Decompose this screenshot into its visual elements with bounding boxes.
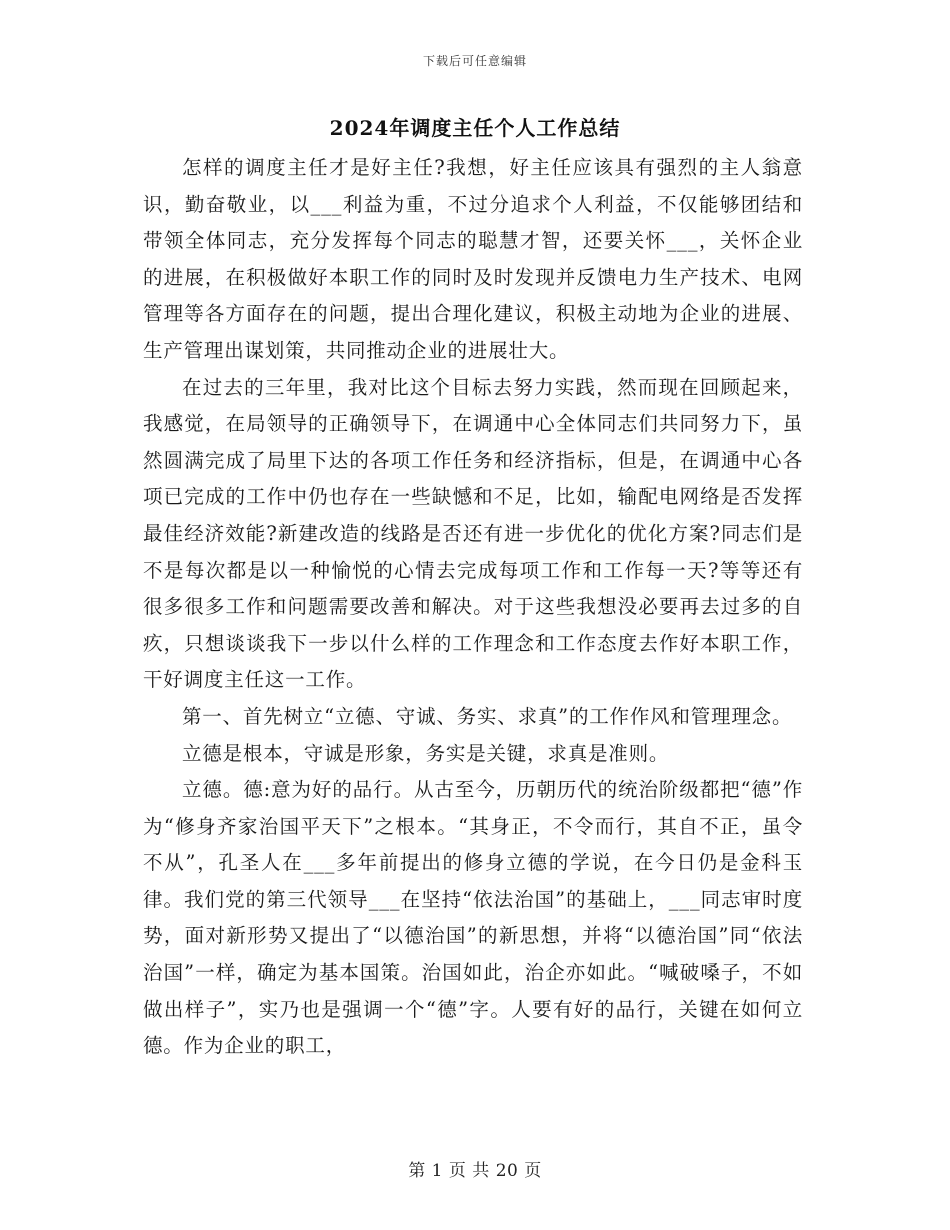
page-number: 第 1 页 共 20 页 — [408, 1161, 542, 1181]
paragraph-3: 第一、首先树立“立德、守诚、务实、求真”的工作作风和管理理念。 — [182, 704, 793, 728]
paragraph-2: 在过去的三年里，我对比这个目标去努力实践，然而现在回顾起来，我感觉，在局领导的正确领导下，在调通中心全体同志们共同努力下，虽然圆满完成了局里下达的各项工作任务和经济指标，但是，在调通中心各项已完成的工作中仍也存在一些缺憾和不足，比如，输配电网络是否发挥最佳经济效能?新建改造的线路是否还有进一步优化的优化方案?同志们是不是每次都是以一种愉悦的心情去完成每项工作和工作每一天?等等还有很多很多工作和问题需要改善和解决。对于这些我想没必要再去过多的自疚，只想谈谈我下一步以什么样的工作理念和工作态度去作好本职工作，干好调度主任这一工作。 — [143, 375, 803, 692]
paragraph-4: 立德是根本，守诚是形象，务实是关键，求真是准则。 — [182, 741, 670, 765]
document-title: 2024年调度主任个人工作总结 — [329, 116, 621, 140]
document-body — [143, 150, 803, 1065]
header-note: 下载后可任意编辑 — [422, 54, 527, 68]
paragraph-5: 立德。德:意为好的品行。从古至今，历朝历代的统治阶级都把“德”作为“修身齐家治国平天下”之根本。“其身正，不令而行，其自不正，虽令不从”，孔圣人在___多年前提出的修身立德的学说，在今日仍是金科玉律。我们党的第三代领导___在坚持“依法治国”的基础上，___同志审时度势，面对新形势又提出了“以德治国”的新思想，并将“以德治国”同“依法治国”一样，确定为基本国策。治国如此，治企亦如此。“喊破嗓子，不如做出样子”，实乃也是强调一个“德”字。人要有好的品行，关键在如何立德。作为企业的职工， — [143, 778, 803, 1058]
paragraph-1: 怎样的调度主任才是好主任?我想，好主任应该具有强烈的主人翁意识，勤奋敬业，以___利益为重，不过分追求个人利益，不仅能够团结和带领全体同志，充分发挥每个同志的聪慧才智，还要关怀___，关怀企业的进展，在积极做好本职工作的同时及时发现并反馈电力生产技术、电网管理等各方面存在的问题，提出合理化建议，积极主动地为企业的进展、生产管理出谋划策，共同推动企业的进展壮大。 — [143, 156, 803, 362]
